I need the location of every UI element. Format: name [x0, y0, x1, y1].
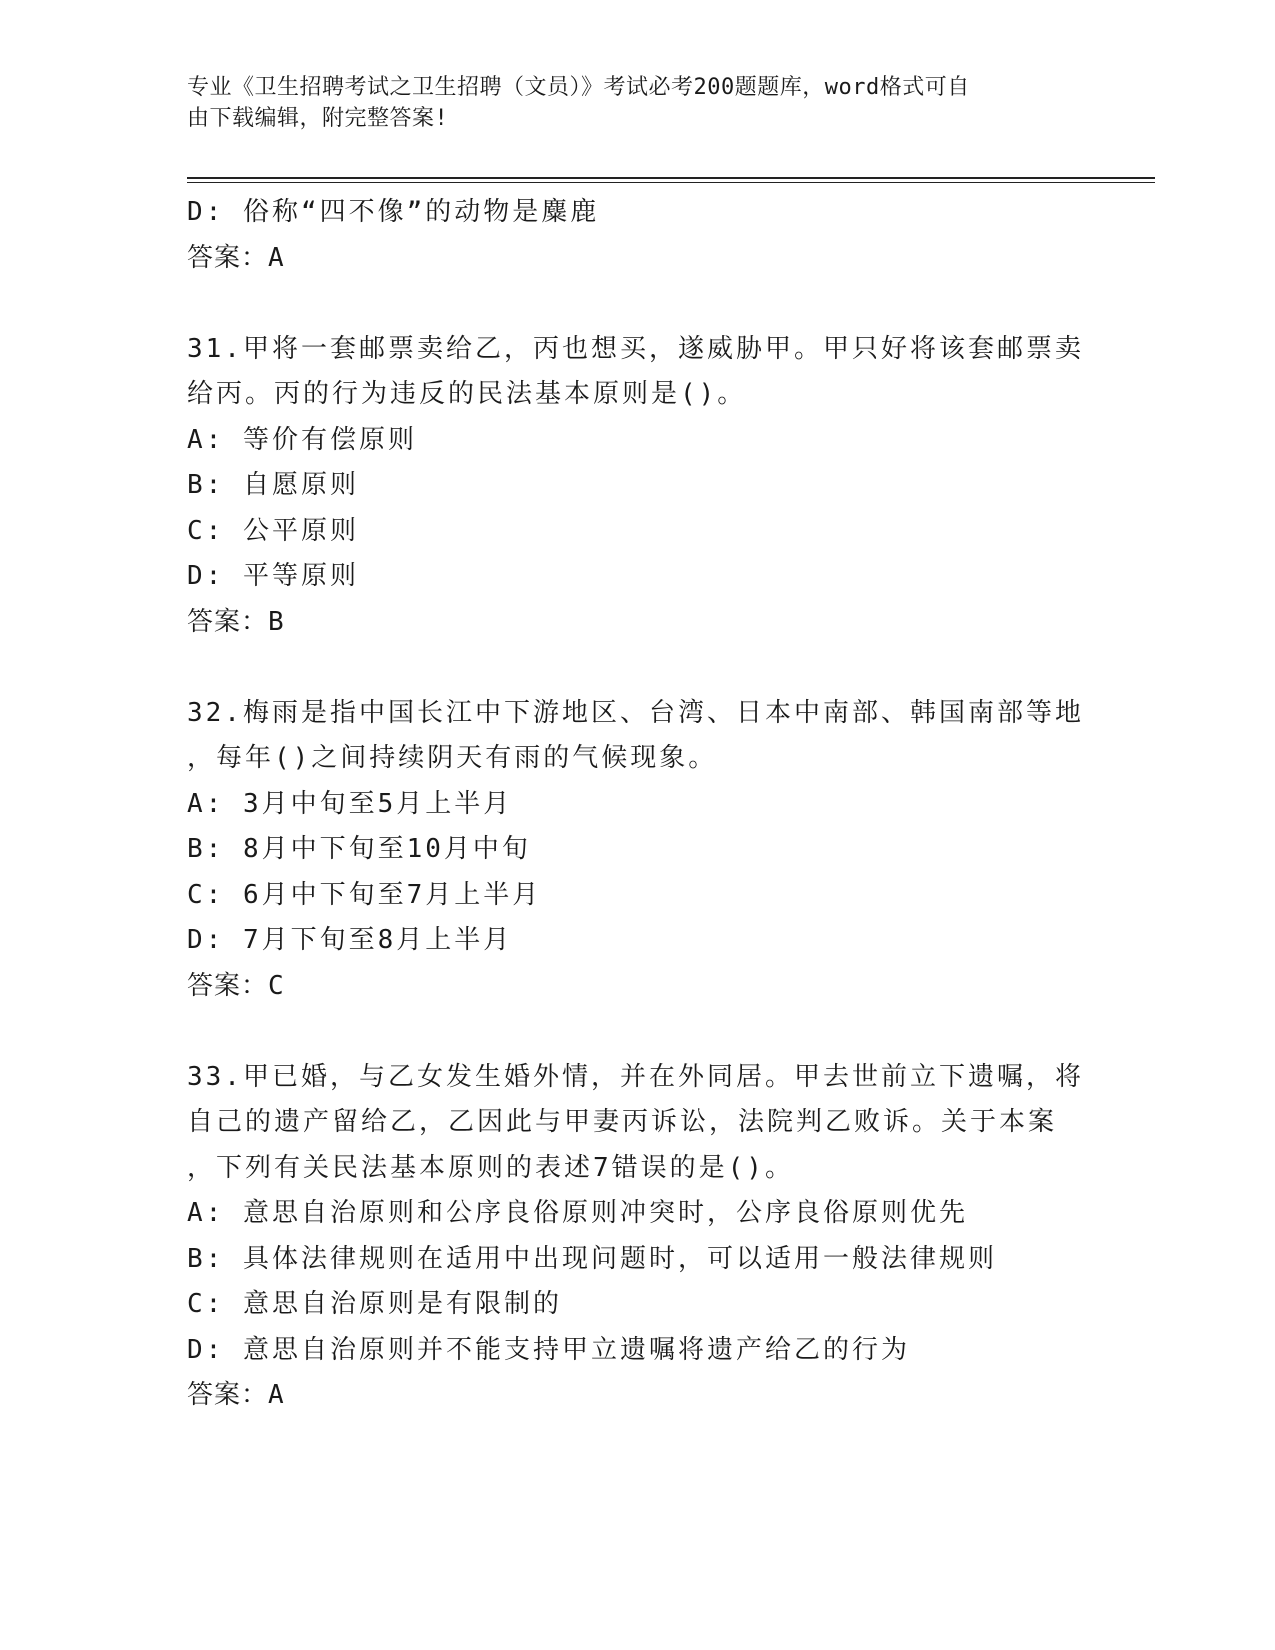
- question-text-line: 33.甲已婚，与乙女发生婚外情，并在外同居。甲去世前立下遗嘱，将: [187, 1061, 1084, 1092]
- question-list: [187, 190, 1087, 1419]
- question-text-line: ，下列有关民法基本原则的表述7错误的是()。: [187, 1152, 794, 1183]
- header-line-2: 由下载编辑，附完整答案!: [187, 106, 449, 131]
- option-c: C: 6月中下旬至7月上半月: [187, 879, 542, 910]
- option-c: C: 意思自治原则是有限制的: [187, 1289, 562, 1319]
- answer-line: 答案：A: [187, 1380, 285, 1410]
- question-block-prev: [187, 190, 1087, 281]
- option-b: B: 8月中下旬至10月中旬: [187, 834, 531, 864]
- option-b: B: 具体法律规则在适用中出现问题时，可以适用一般法律规则: [187, 1243, 997, 1274]
- spacer: [187, 1009, 1087, 1055]
- answer-line: 答案：A: [187, 242, 285, 273]
- header-divider-thin: [187, 182, 1155, 183]
- option-d: D: 平等原则: [187, 561, 359, 591]
- option-b: B: 自愿原则: [187, 470, 359, 500]
- answer-line: 答案：C: [187, 970, 285, 1001]
- answer-line: 答案：B: [187, 606, 285, 637]
- question-block-33: [187, 1055, 1087, 1419]
- header-divider-thick: [187, 177, 1155, 179]
- spacer: [187, 281, 1087, 327]
- question-text-line: 给丙。丙的行为违反的民法基本原则是()。: [187, 379, 747, 409]
- option-a: A: 3月中旬至5月上半月: [187, 788, 513, 819]
- question-block-32: [187, 691, 1087, 1010]
- option-c: C: 公平原则: [187, 515, 359, 546]
- document-header: [187, 72, 1067, 134]
- question-text-line: 31.甲将一套邮票卖给乙，丙也想买，遂威胁甲。甲只好将该套邮票卖: [187, 333, 1084, 364]
- question-block-31: [187, 327, 1087, 646]
- option-a: A: 意思自治原则和公序良俗原则冲突时，公序良俗原则优先: [187, 1198, 968, 1228]
- header-line-1: 专业《卫生招聘考试之卫生招聘（文员）》考试必考200题题库，word格式可自: [187, 75, 970, 100]
- option-a: A: 等价有偿原则: [187, 424, 417, 455]
- option-d: D: 7月下旬至8月上半月: [187, 925, 513, 955]
- question-text-line: ，每年()之间持续阴天有雨的气候现象。: [187, 743, 718, 773]
- spacer: [187, 645, 1087, 691]
- option-d: D: 俗称“四不像”的动物是麋鹿: [187, 197, 600, 227]
- question-text-line: 32.梅雨是指中国长江中下游地区、台湾、日本中南部、韩国南部等地: [187, 697, 1084, 728]
- question-text-line: 自己的遗产留给乙，乙因此与甲妻丙诉讼，法院判乙败诉。关于本案: [187, 1107, 1058, 1137]
- option-d: D: 意思自治原则并不能支持甲立遗嘱将遗产给乙的行为: [187, 1334, 910, 1365]
